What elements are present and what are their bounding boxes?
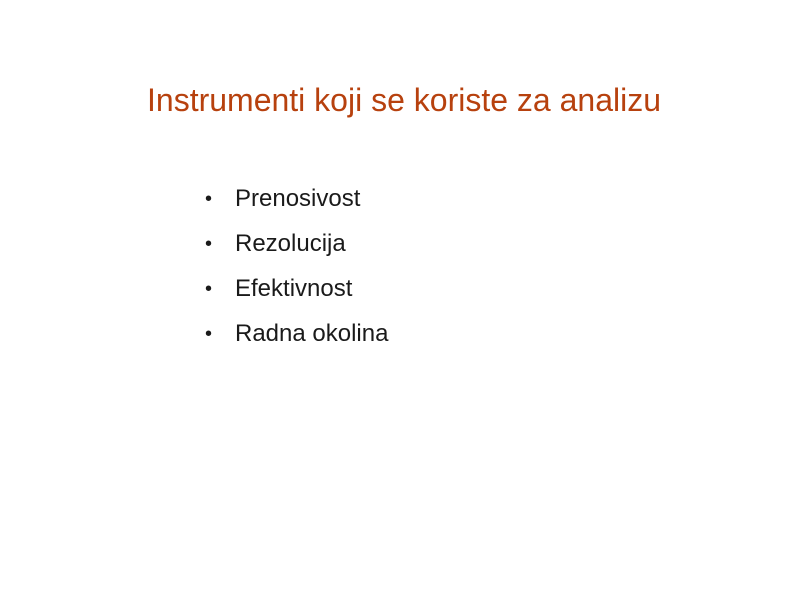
- slide-title: Instrumenti koji se koriste za analizu: [147, 82, 661, 118]
- bullet-text: Rezolucija: [235, 229, 346, 257]
- list-item: [205, 311, 388, 356]
- bullet-icon: •: [205, 277, 213, 300]
- bullet-text: Efektivnost: [235, 274, 353, 302]
- bullet-icon: •: [205, 232, 213, 255]
- list-item: [205, 266, 388, 311]
- list-item: [205, 221, 388, 266]
- bullet-list: [205, 176, 388, 356]
- list-item: [205, 176, 388, 221]
- bullet-icon: •: [205, 187, 213, 210]
- bullet-icon: •: [205, 322, 213, 345]
- bullet-text: Radna okolina: [235, 319, 389, 347]
- bullet-text: Prenosivost: [235, 184, 361, 212]
